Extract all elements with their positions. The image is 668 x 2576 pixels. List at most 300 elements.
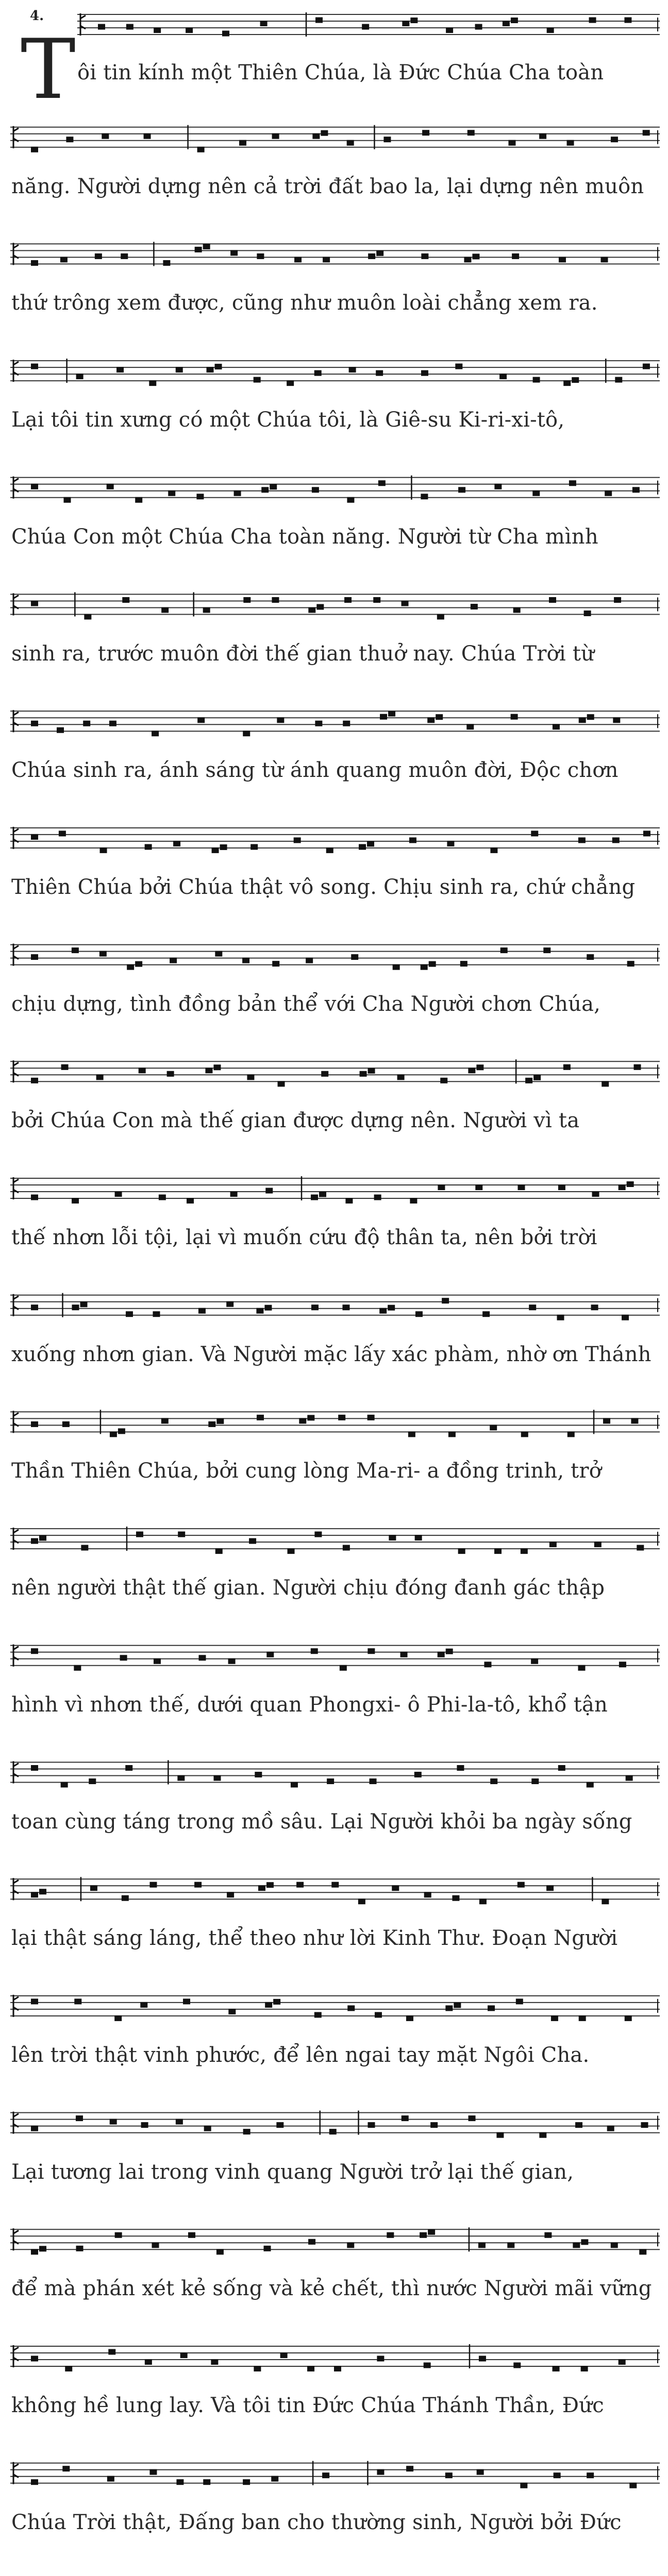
neume-note — [546, 1885, 554, 1891]
neume-note — [135, 961, 142, 967]
neume-note — [96, 1074, 104, 1080]
neume-note — [569, 480, 576, 486]
neume-note — [159, 1195, 166, 1200]
neume-note — [445, 2472, 453, 2478]
c-clef-icon — [13, 1761, 19, 1784]
neume-note — [180, 2352, 188, 2358]
neume-note — [602, 1899, 609, 1904]
neume-note — [173, 841, 180, 846]
neume-note — [31, 1538, 38, 1544]
neume-note — [31, 1195, 38, 1200]
neume-note — [152, 731, 159, 736]
neume-note — [347, 140, 354, 146]
neume-note — [31, 260, 38, 266]
neume-note — [573, 2242, 580, 2248]
neume-note — [402, 2115, 409, 2121]
c-clef-icon — [13, 1995, 19, 2017]
neume-note — [551, 2015, 558, 2021]
neume-note — [215, 1548, 223, 1554]
neume-note — [154, 27, 161, 33]
neume-note — [558, 1765, 565, 1771]
neume-note — [215, 364, 222, 369]
neume-note — [311, 1648, 318, 1654]
neume-note — [517, 1184, 525, 1190]
neume-note — [31, 1648, 38, 1654]
neume-note — [567, 140, 574, 146]
neume-note — [196, 494, 204, 499]
neume-note — [31, 721, 38, 726]
neume-note — [511, 714, 518, 720]
neume-note — [375, 2012, 382, 2018]
lyric-line: sinh ra, trước muôn đời thế gian thuở nay. Chúa Trời từ — [11, 641, 595, 666]
neume-note — [544, 2232, 552, 2238]
neume-note — [500, 947, 508, 953]
neume-note — [383, 137, 391, 142]
neume-note — [203, 2479, 210, 2485]
neume-note — [278, 1081, 285, 1087]
neume-note — [558, 1184, 565, 1190]
neume-note — [211, 2359, 218, 2365]
neume-note — [627, 1181, 634, 1187]
neume-note — [529, 1304, 536, 1310]
neume-note — [126, 24, 133, 30]
neume-note — [57, 727, 64, 733]
neume-note — [446, 1649, 453, 1654]
neume-note — [272, 597, 279, 603]
neume-note — [447, 841, 454, 846]
neume-note — [467, 130, 475, 135]
neume-note — [345, 1198, 353, 1204]
neume-note — [170, 958, 177, 963]
neume-note — [270, 484, 277, 489]
neume-note — [520, 2483, 527, 2488]
neume-note — [370, 1778, 377, 1784]
neume-note — [639, 2249, 646, 2255]
neume-note — [410, 1198, 417, 1204]
neume-note — [448, 1431, 456, 1437]
neume-note — [280, 2352, 288, 2358]
neume-note — [587, 954, 594, 960]
neume-note — [578, 837, 586, 843]
neume-note — [641, 2122, 648, 2128]
neume-note — [376, 370, 383, 376]
neume-note — [234, 490, 241, 496]
neume-note — [464, 257, 471, 262]
neume-note — [402, 601, 409, 606]
neume-note — [213, 1775, 221, 1781]
neume-note — [287, 380, 294, 386]
neume-note — [378, 480, 386, 486]
neume-note — [475, 1184, 482, 1190]
neume-note — [107, 484, 114, 489]
neume-note — [108, 2349, 115, 2355]
neume-note — [228, 2009, 236, 2014]
neume-note — [619, 2359, 626, 2365]
neume-note — [243, 2129, 250, 2134]
c-clef-icon — [13, 2345, 19, 2367]
neume-note — [31, 147, 38, 152]
neume-note — [31, 2249, 38, 2255]
neume-note — [458, 487, 465, 493]
neume-note — [61, 1064, 69, 1070]
neume-note — [592, 1191, 599, 1197]
neume-note — [513, 607, 521, 613]
neume-note — [421, 964, 428, 970]
neume-note — [176, 367, 183, 372]
lyric-line: Chúa sinh ra, ánh sáng từ ánh quang muôn đời, Độc chơn — [11, 758, 619, 783]
neume-note — [484, 1662, 491, 1667]
neume-note — [243, 2479, 250, 2485]
neume-note — [261, 487, 269, 493]
neume-note — [39, 1535, 46, 1541]
neume-note — [614, 597, 621, 603]
neume-note — [415, 1535, 422, 1540]
piece-number: 4. — [30, 8, 44, 24]
neume-note — [362, 24, 369, 30]
neume-note — [31, 364, 38, 369]
neume-note — [31, 1892, 38, 1897]
neume-note — [409, 837, 416, 843]
neume-note — [203, 244, 210, 249]
neume-note — [445, 2005, 453, 2011]
neume-note — [429, 961, 436, 967]
neume-note — [512, 253, 519, 259]
neume-note — [322, 2472, 329, 2478]
neume-note — [511, 18, 518, 23]
neume-note — [634, 1064, 641, 1070]
neume-note — [587, 714, 594, 720]
neume-note — [220, 844, 227, 850]
neume-note — [31, 2479, 38, 2485]
neume-note — [436, 714, 443, 720]
neume-note — [466, 724, 474, 730]
neume-note — [122, 1895, 129, 1901]
neume-note — [276, 2122, 283, 2128]
lyric-line: ôi tin kính một Thiên Chúa, là Đức Chúa Cha toàn — [77, 61, 604, 84]
neume-note — [265, 2002, 272, 2008]
c-clef-icon — [13, 1878, 19, 1900]
neume-note — [116, 367, 124, 372]
neume-note — [312, 133, 320, 139]
neume-note — [482, 1311, 490, 1317]
neume-note — [452, 1895, 459, 1901]
neume-note — [581, 2366, 588, 2371]
neume-note — [499, 374, 507, 379]
neume-note — [587, 2472, 594, 2478]
neume-note — [136, 1532, 143, 1537]
lyric-line: thế nhơn lỗi tội, lại vì muốn cứu độ thân ta, nên bởi trời — [11, 1226, 597, 1249]
neume-note — [572, 377, 579, 383]
neume-note — [311, 1195, 318, 1200]
neume-note — [397, 1074, 405, 1080]
neume-note — [257, 1415, 264, 1420]
c-clef-icon — [13, 1060, 19, 1082]
neume-note — [81, 1545, 88, 1551]
neume-note — [144, 133, 151, 139]
neume-note — [195, 247, 202, 252]
neume-note — [347, 497, 354, 503]
neume-note — [508, 140, 515, 146]
c-clef-icon — [13, 944, 19, 966]
c-clef-icon — [13, 477, 19, 499]
neume-note — [494, 484, 502, 489]
c-clef-icon — [13, 1294, 19, 1316]
neume-note — [197, 147, 205, 152]
neume-note — [389, 1535, 396, 1540]
neume-note — [471, 604, 478, 609]
neume-note — [31, 1765, 38, 1771]
neume-note — [249, 1538, 256, 1544]
c-clef-icon — [13, 1645, 19, 1667]
neume-note — [415, 1311, 423, 1317]
neume-note — [388, 1305, 395, 1311]
neume-note — [216, 2249, 224, 2255]
neume-note — [326, 848, 333, 853]
neume-note — [607, 2126, 614, 2131]
neume-note — [212, 848, 219, 853]
c-clef-icon — [80, 13, 86, 36]
c-clef-icon — [13, 360, 19, 382]
neume-note — [31, 1304, 38, 1310]
neume-note — [31, 834, 38, 840]
neume-note — [531, 831, 538, 836]
lyric-line: năng. Người dựng nên cả trời đất bao la, lại dựng nên muôn — [11, 174, 644, 198]
neume-note — [256, 1308, 263, 1314]
neume-note — [247, 1074, 254, 1080]
neume-note — [379, 1308, 387, 1314]
neume-note — [31, 484, 38, 489]
c-clef-icon — [13, 1177, 19, 1199]
neume-note — [72, 1304, 79, 1310]
neume-note — [98, 24, 105, 30]
neume-note — [622, 1315, 629, 1320]
neume-note — [430, 2122, 438, 2128]
neume-note — [74, 1998, 81, 2004]
neume-note — [59, 831, 66, 836]
neume-note — [327, 1778, 334, 1784]
neume-note — [380, 714, 387, 720]
lyric-line: Chúa Trời thật, Đấng ban cho thường sinh, Người bởi Đức — [11, 2510, 622, 2534]
lyric-line: thứ trông xem được, cũng như muôn loài chẳng xem ra. — [11, 291, 598, 315]
neume-note — [632, 487, 640, 493]
neume-note — [258, 1885, 265, 1891]
lyric-line: lên trời thật vinh phước, để lên ngai tay mặt Ngôi Cha. — [11, 2043, 590, 2067]
neume-note — [109, 721, 116, 726]
neume-note — [90, 1885, 97, 1891]
neume-note — [242, 958, 249, 963]
lyric-line: để mà phán xét kẻ sống và kẻ chết, thì nước Người mãi vững — [11, 2277, 652, 2301]
neume-note — [315, 18, 323, 23]
neume-note — [60, 257, 68, 262]
lyric-line: Lại tôi tin xưng có một Chúa tôi, là Giê-su Ki-ri-xi-tô, — [11, 408, 565, 432]
neume-note — [187, 1198, 194, 1204]
neume-note — [306, 958, 313, 963]
neume-note — [153, 1311, 160, 1317]
neume-note — [601, 257, 608, 262]
neume-note — [118, 1428, 125, 1434]
neume-note — [205, 1067, 212, 1073]
lyric-line: nên người thật thế gian. Người chịu đóng đanh gác thập — [11, 1576, 605, 1600]
c-clef-icon — [13, 126, 19, 148]
neume-note — [624, 18, 631, 23]
neume-note — [76, 2115, 83, 2121]
neume-note — [392, 1885, 399, 1891]
neume-note — [140, 2002, 147, 2008]
neume-note — [507, 2242, 514, 2248]
neume-note — [619, 1184, 626, 1190]
neume-note — [176, 2119, 183, 2125]
neume-note — [311, 1304, 319, 1310]
neume-note — [589, 18, 596, 23]
neume-note — [39, 1889, 46, 1894]
neume-note — [531, 1778, 539, 1784]
neume-note — [228, 1658, 236, 1664]
neume-note — [629, 2483, 637, 2488]
c-clef-icon — [13, 1411, 19, 1433]
neume-note — [277, 717, 284, 723]
neume-note — [110, 1431, 117, 1437]
neume-note — [167, 1071, 174, 1077]
neume-note — [139, 1067, 146, 1073]
neume-note — [637, 1545, 644, 1551]
neume-note — [260, 21, 268, 26]
lyric-line: Thiên Chúa bởi Chúa thật vô song. Chịu sinh ra, chứ chẳng — [11, 875, 636, 899]
neume-note — [135, 497, 142, 503]
neume-note — [149, 380, 156, 386]
neume-note — [539, 2132, 546, 2138]
neume-note — [31, 2126, 38, 2131]
neume-note — [554, 2472, 561, 2478]
neume-note — [643, 831, 650, 836]
neume-note — [294, 257, 302, 262]
neume-note — [230, 1191, 238, 1197]
neume-note — [95, 253, 102, 259]
lyric-line: chịu dựng, tình đồng bản thể với Cha Người chơn Chúa, — [11, 992, 601, 1016]
neume-note — [494, 1548, 502, 1554]
neume-note — [525, 1078, 532, 1083]
neume-note — [149, 1882, 157, 1888]
neume-note — [406, 2015, 413, 2021]
neume-note — [472, 253, 479, 259]
neume-note — [63, 497, 71, 503]
neume-note — [422, 130, 429, 135]
neume-note — [476, 1064, 483, 1070]
neume-note — [557, 1315, 564, 1320]
neume-note — [393, 964, 400, 970]
neume-note — [299, 1418, 306, 1423]
neume-note — [127, 964, 134, 970]
neume-note — [168, 490, 175, 496]
neume-note — [288, 1548, 295, 1554]
neume-note — [294, 837, 301, 843]
neume-note — [421, 494, 428, 499]
neume-note — [478, 2242, 486, 2248]
neume-note — [421, 253, 428, 259]
neume-note — [126, 1311, 133, 1317]
neume-note — [513, 2363, 521, 2368]
neume-note — [591, 1304, 598, 1310]
neume-note — [321, 130, 328, 136]
neume-note — [347, 2005, 355, 2011]
lyric-line: Thần Thiên Chúa, bởi cung lòng Ma-ri- a đồng trinh, trở — [11, 1459, 602, 1483]
neume-note — [469, 2115, 476, 2121]
neume-note — [490, 1778, 497, 1784]
neume-note — [197, 717, 205, 723]
neume-note — [460, 961, 467, 967]
neume-note — [31, 1421, 38, 1427]
neume-note — [603, 1418, 610, 1423]
neume-note — [216, 1418, 224, 1424]
neume-note — [74, 1665, 81, 1671]
neume-note — [102, 133, 109, 139]
neume-note — [579, 2015, 586, 2021]
neume-note — [643, 364, 650, 369]
neume-note — [611, 137, 618, 142]
neume-note — [490, 1425, 497, 1430]
neume-note — [254, 2366, 261, 2371]
neume-note — [343, 721, 350, 726]
neume-note — [408, 1431, 415, 1437]
neume-note — [627, 961, 634, 967]
neume-note — [490, 848, 497, 853]
neume-note — [516, 1998, 523, 2004]
neume-note — [454, 2002, 461, 2008]
neume-note — [349, 367, 356, 372]
neume-note — [312, 487, 319, 493]
neume-note — [163, 260, 170, 266]
neume-note — [539, 133, 546, 139]
neume-note — [611, 2242, 618, 2248]
neume-note — [442, 1298, 449, 1303]
neume-note — [316, 604, 324, 610]
neume-note — [145, 2359, 152, 2365]
lyric-line: xuống nhơn gian. Và Người mặc lấy xác phàm, nhờ ơn Thánh — [11, 1342, 652, 1366]
neume-note — [250, 844, 258, 850]
c-clef-icon — [13, 2228, 19, 2250]
neume-note — [84, 614, 91, 620]
neume-note — [314, 2012, 322, 2018]
neume-note — [243, 731, 250, 736]
neume-note — [265, 1188, 273, 1194]
neume-note — [368, 1068, 375, 1074]
neume-note — [402, 21, 409, 26]
neume-note — [31, 954, 38, 960]
neume-note — [215, 951, 222, 957]
neume-note — [76, 374, 84, 379]
c-clef-icon — [13, 243, 19, 265]
neume-note — [619, 1662, 626, 1667]
neume-note — [72, 1198, 79, 1204]
neume-note — [424, 2363, 431, 2368]
neume-note — [227, 1892, 234, 1897]
neume-note — [368, 1415, 375, 1420]
drop-cap-initial: T — [21, 21, 76, 117]
neume-note — [343, 1545, 350, 1551]
neume-note — [615, 377, 622, 383]
neume-note — [257, 253, 264, 259]
neume-note — [446, 27, 453, 33]
neume-note — [428, 2229, 435, 2235]
neume-note — [183, 1998, 190, 2004]
neume-note — [631, 1418, 638, 1423]
neume-note — [31, 1998, 38, 2004]
neume-note — [194, 1882, 202, 1888]
neume-note — [161, 607, 169, 613]
neume-note — [567, 1431, 575, 1437]
neume-note — [213, 1064, 221, 1070]
neume-note — [266, 1652, 274, 1657]
neume-note — [533, 1075, 541, 1080]
